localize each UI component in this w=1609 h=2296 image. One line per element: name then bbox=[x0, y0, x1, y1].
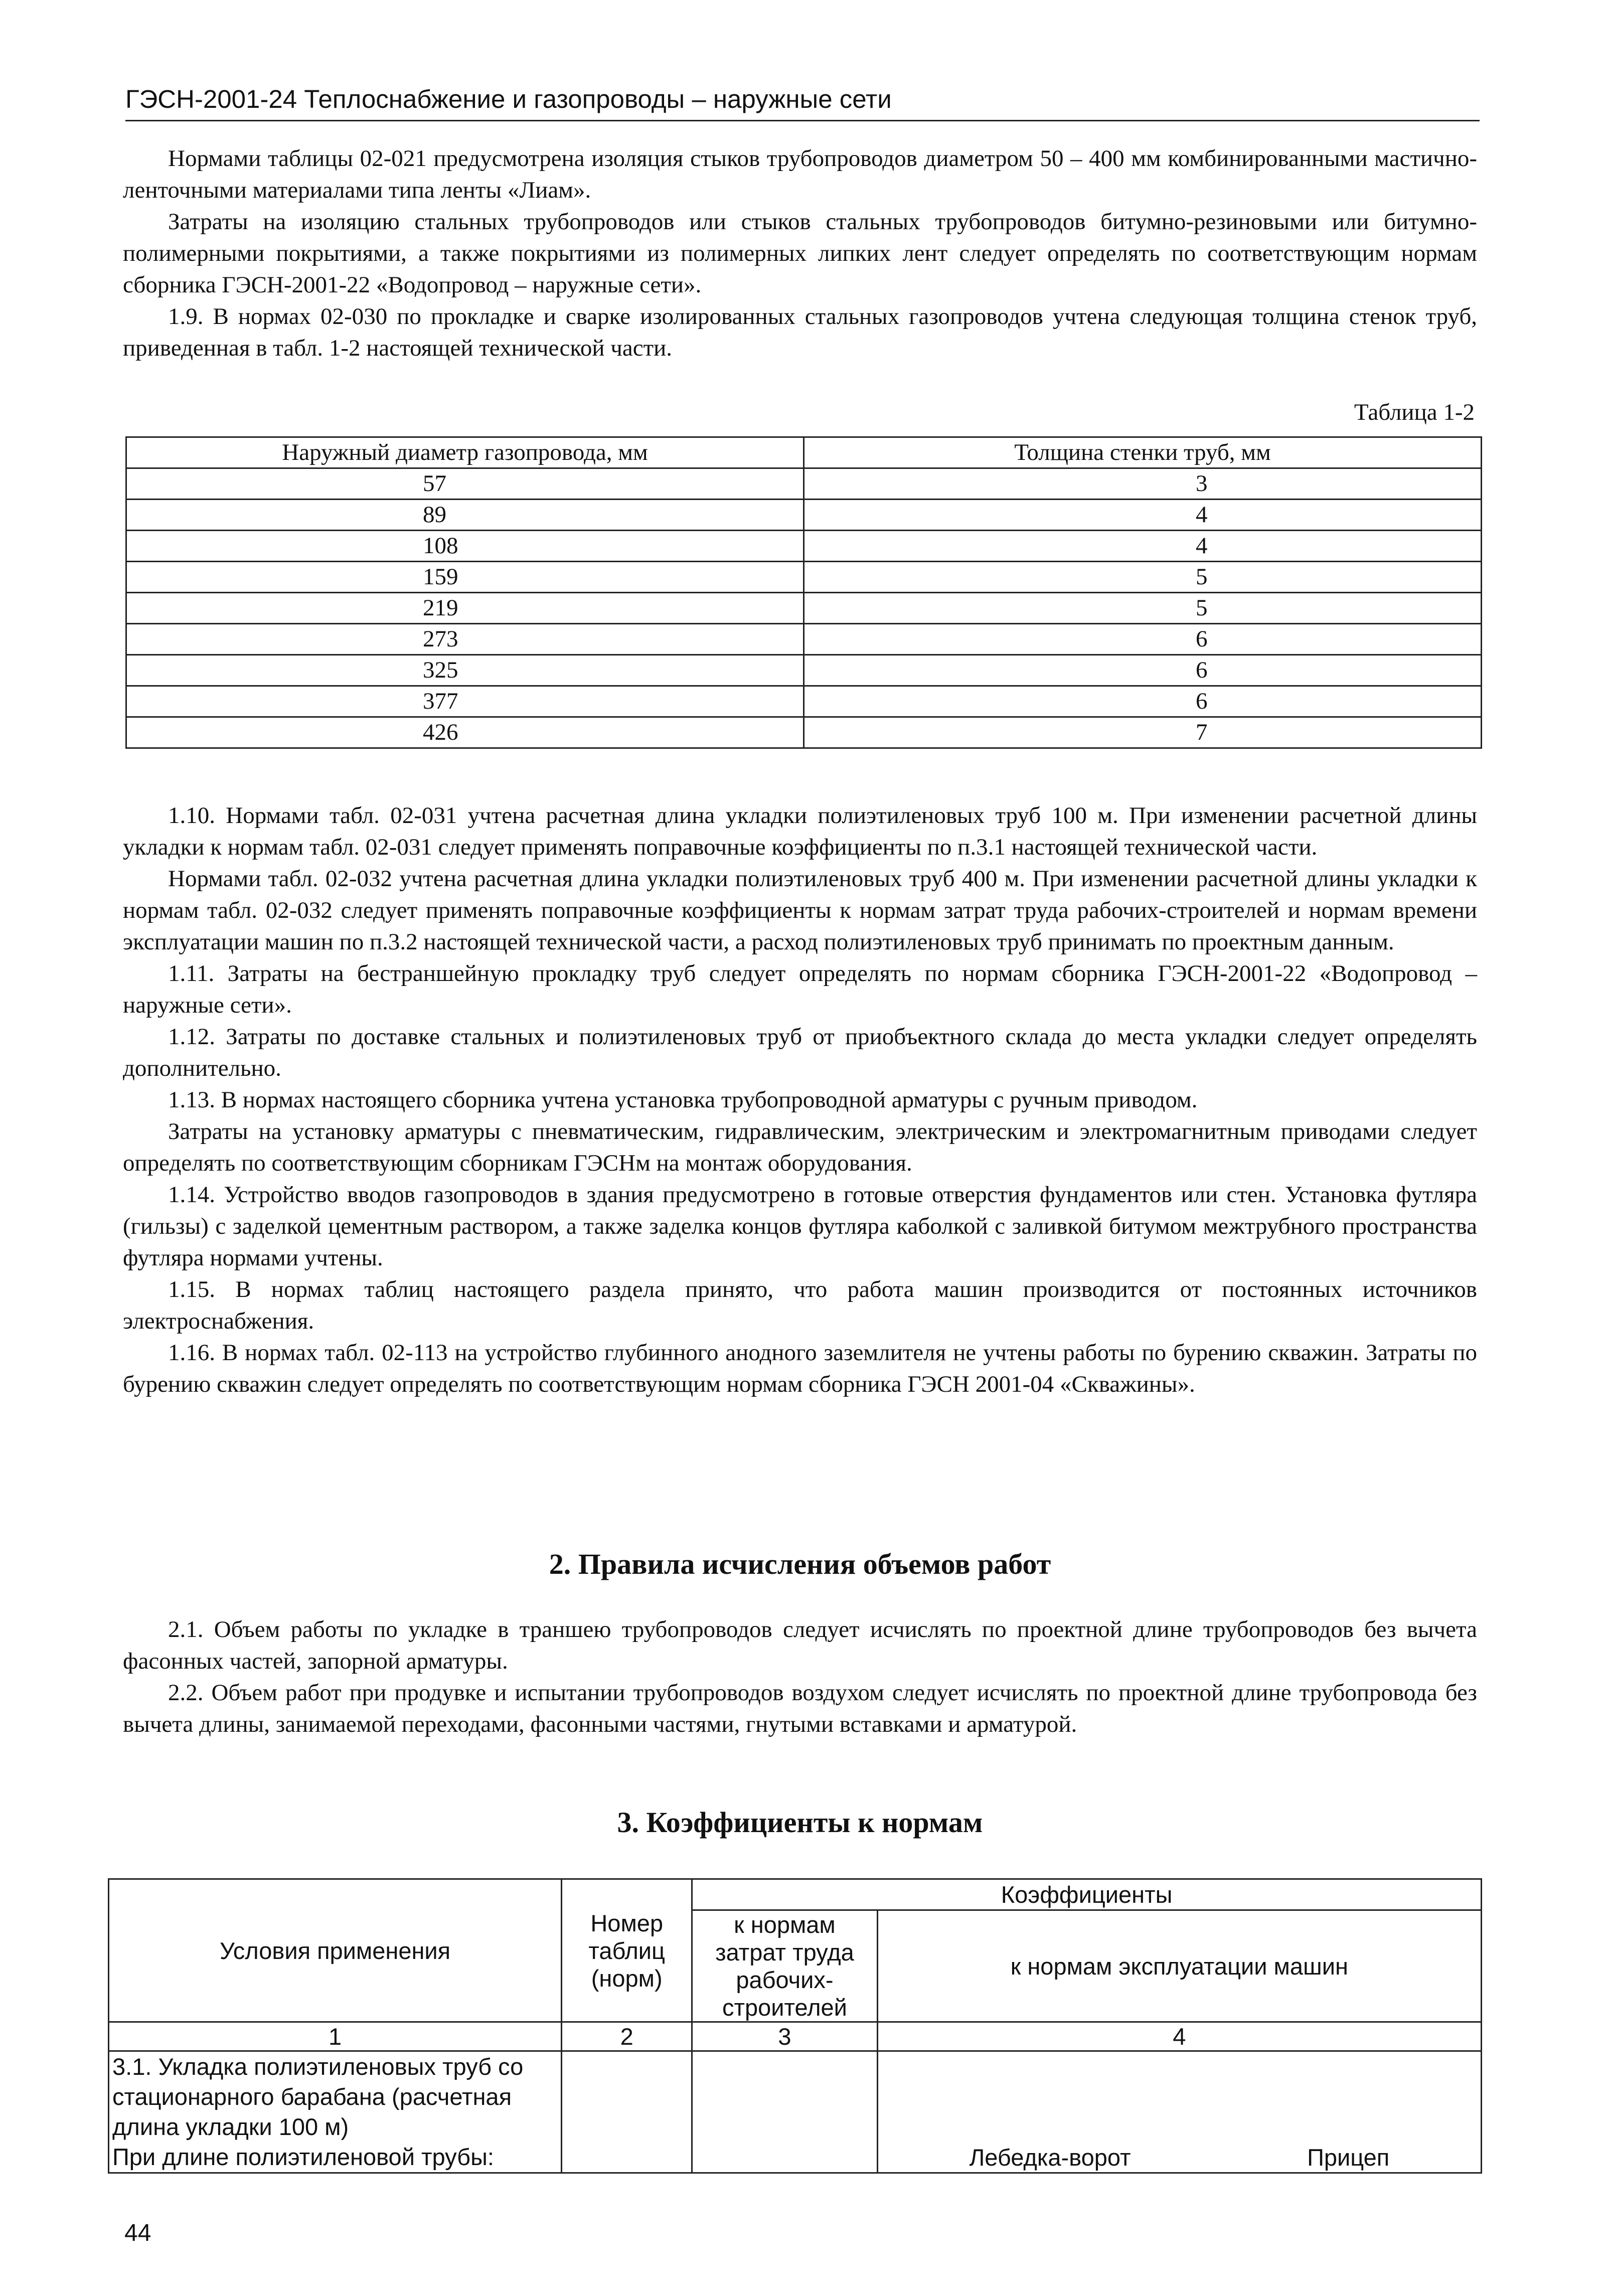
table-number-cell bbox=[562, 2051, 692, 2173]
condition-text: 3.1. Укладка полиэтиленовых труб со стационарного барабана (расчетная длина укладки 100 м) bbox=[112, 2053, 524, 2140]
paragraph: 1.11. Затраты на бестраншейную прокладку труб следует определять по нормам сборника ГЭСН-2001-22 «Водопровод – наружные сети». bbox=[123, 960, 1477, 1018]
diameter-cell: 377 bbox=[126, 686, 804, 717]
paragraph: 1.16. В нормах табл. 02-113 на устройство глубинного анодного заземлителя не учтены работы по бурению скважин. Затраты по бурению скважин следует определять по соответствующим нормам сборника ГЭСН 2001-04 «Скважины». bbox=[123, 1340, 1477, 1397]
machine-label-trailer: Прицеп bbox=[1307, 2144, 1390, 2171]
thickness-cell: 5 bbox=[804, 593, 1482, 624]
table-row bbox=[126, 624, 1482, 655]
machine-label-winch: Лебедка-ворот bbox=[969, 2144, 1131, 2171]
condition-subtext: При длине полиэтиленовой трубы: bbox=[112, 2144, 494, 2170]
table-row bbox=[126, 531, 1482, 562]
paragraph: 1.13. В нормах настоящего сборника учтена установка трубопроводной арматуры с ручным приводом. bbox=[168, 1087, 1198, 1113]
column-numbers-row bbox=[109, 2022, 1482, 2051]
thickness-cell: 6 bbox=[804, 686, 1482, 717]
paragraph: 1.12. Затраты по доставке стальных и полиэтиленовых труб от приобъектного склада до места укладки следует определять дополнительно. bbox=[123, 1024, 1477, 1081]
diameter-cell: 273 bbox=[126, 624, 804, 655]
table-row bbox=[126, 717, 1482, 748]
paragraph: 1.15. В нормах таблиц настоящего раздела принято, что работа машин производится от постоянных источников электроснабжения. bbox=[123, 1276, 1477, 1334]
thickness-cell: 4 bbox=[804, 531, 1482, 562]
paragraph: Затраты на установку арматуры с пневматическим, гидравлическим, электрическим и электромагнитным приводами следует определять по соответствующим сборникам ГЭСНм на монтаж оборудования. bbox=[123, 1118, 1477, 1176]
table-caption: Таблица 1-2 bbox=[1354, 399, 1475, 425]
header-conditions: Условия применения bbox=[109, 1879, 562, 2022]
diameter-cell: 159 bbox=[126, 562, 804, 593]
section-2-title: 2. Правила исчисления объемов работ bbox=[549, 1548, 1051, 1580]
paragraph: 1.14. Устройство вводов газопроводов в здания предусмотрено в готовые отверстия фундаментов или стен. Установка футляра (гильзы) с заделкой цементным раствором, а также заделка концов футляра каболкой с заливкой битумом межтрубного пространства футляра нормами учтены. bbox=[123, 1182, 1477, 1271]
coef-row bbox=[109, 2051, 1482, 2173]
paragraph: 2.2. Объем работ при продувке и испытании трубопроводов воздухом следует исчислять по проектной длине трубопровода без вычета длины, занимаемой переходами, фасонными частями, гнутыми вставками и арматурой. bbox=[123, 1680, 1477, 1737]
thickness-cell: 4 bbox=[804, 500, 1482, 531]
header-cell-diameter: Наружный диаметр газопровода, мм bbox=[126, 437, 804, 468]
table-row bbox=[126, 468, 1482, 500]
machine-coef-cell bbox=[877, 2051, 1481, 2173]
diameter-cell: 426 bbox=[126, 717, 804, 748]
thickness-cell: 5 bbox=[804, 562, 1482, 593]
col-number: 4 bbox=[877, 2022, 1481, 2051]
section-2-text bbox=[123, 1614, 1477, 1740]
diameter-cell: 219 bbox=[126, 593, 804, 624]
table-row bbox=[126, 562, 1482, 593]
diameter-cell: 89 bbox=[126, 500, 804, 531]
paragraph: Затраты на изоляцию стальных трубопроводов или стыков стальных трубопроводов битумно-резиновыми или битумно-полимерными покрытиями, а также покрытиями из полимерных липких лент следует определять по соответствующим нормам сборника ГЭСН-2001-22 «Водопровод – наружные сети». bbox=[123, 209, 1477, 298]
header-table-number: Номер таблиц (норм) bbox=[562, 1879, 692, 2022]
intro-text bbox=[123, 143, 1477, 364]
col-number: 2 bbox=[562, 2022, 692, 2051]
running-header: ГЭСН-2001-24 Теплоснабжение и газопроводы – наружные сети bbox=[125, 84, 1480, 121]
diameter-cell: 57 bbox=[126, 468, 804, 500]
col-number: 1 bbox=[109, 2022, 562, 2051]
header-cell-thickness: Толщина стенки труб, мм bbox=[804, 437, 1482, 468]
header-labor: к нормам затрат труда рабочих-строителей bbox=[692, 1910, 877, 2022]
paragraph: 1.10. Нормами табл. 02-031 учтена расчетная длина укладки полиэтиленовых труб 100 м. При изменении расчетной длины укладки к нормам табл. 02-031 следует применять поправочные коэффициенты по п.3.1 настоящей технической части. bbox=[123, 802, 1477, 860]
body-text bbox=[123, 800, 1477, 1400]
coefficients-table bbox=[108, 1878, 1482, 2174]
thickness-cell: 7 bbox=[804, 717, 1482, 748]
paragraph: Нормами табл. 02-032 учтена расчетная длина укладки полиэтиленовых труб 400 м. При изменении расчетной длины укладки к нормам табл. 02-032 следует применять поправочные коэффициенты к нормам затрат труда рабочих-строителей и нормам времени эксплуатации машин по п.3.2 настоящей технической части, а расход полиэтиленовых труб принимать по проектным данным. bbox=[123, 866, 1477, 955]
labor-coef-cell bbox=[692, 2051, 877, 2173]
table-row bbox=[126, 593, 1482, 624]
header-coefficients: Коэффициенты bbox=[692, 1879, 1482, 1910]
col-number: 3 bbox=[692, 2022, 877, 2051]
table-row bbox=[126, 500, 1482, 531]
paragraph: 2.1. Объем работы по укладке в траншею трубопроводов следует исчислять по проектной длине трубопроводов без вычета фасонных частей, запорной арматуры. bbox=[123, 1616, 1477, 1674]
thickness-cell: 3 bbox=[804, 468, 1482, 500]
thickness-cell: 6 bbox=[804, 624, 1482, 655]
section-3-title: 3. Коэффициенты к нормам bbox=[617, 1806, 983, 1839]
table-header-row bbox=[126, 437, 1482, 468]
header-machines: к нормам эксплуатации машин bbox=[877, 1910, 1481, 2022]
table-row bbox=[126, 655, 1482, 686]
diameter-cell: 325 bbox=[126, 655, 804, 686]
paragraph: 1.9. В нормах 02-030 по прокладке и сварке изолированных стальных газопроводов учтена следующая толщина стенок труб, приведенная в табл. 1-2 настоящей технической части. bbox=[123, 303, 1477, 361]
table-wall-thickness bbox=[125, 436, 1482, 749]
coef-header-row bbox=[109, 1879, 1482, 1910]
paragraph: Нормами таблицы 02-021 предусмотрена изоляция стыков трубопроводов диаметром 50 – 400 мм комбинированными мастично-ленточными материалами типа ленты «Лиам». bbox=[123, 145, 1477, 203]
condition-cell bbox=[109, 2051, 562, 2173]
thickness-cell: 6 bbox=[804, 655, 1482, 686]
table-row bbox=[126, 686, 1482, 717]
diameter-cell: 108 bbox=[126, 531, 804, 562]
page-number: 44 bbox=[124, 2220, 151, 2246]
